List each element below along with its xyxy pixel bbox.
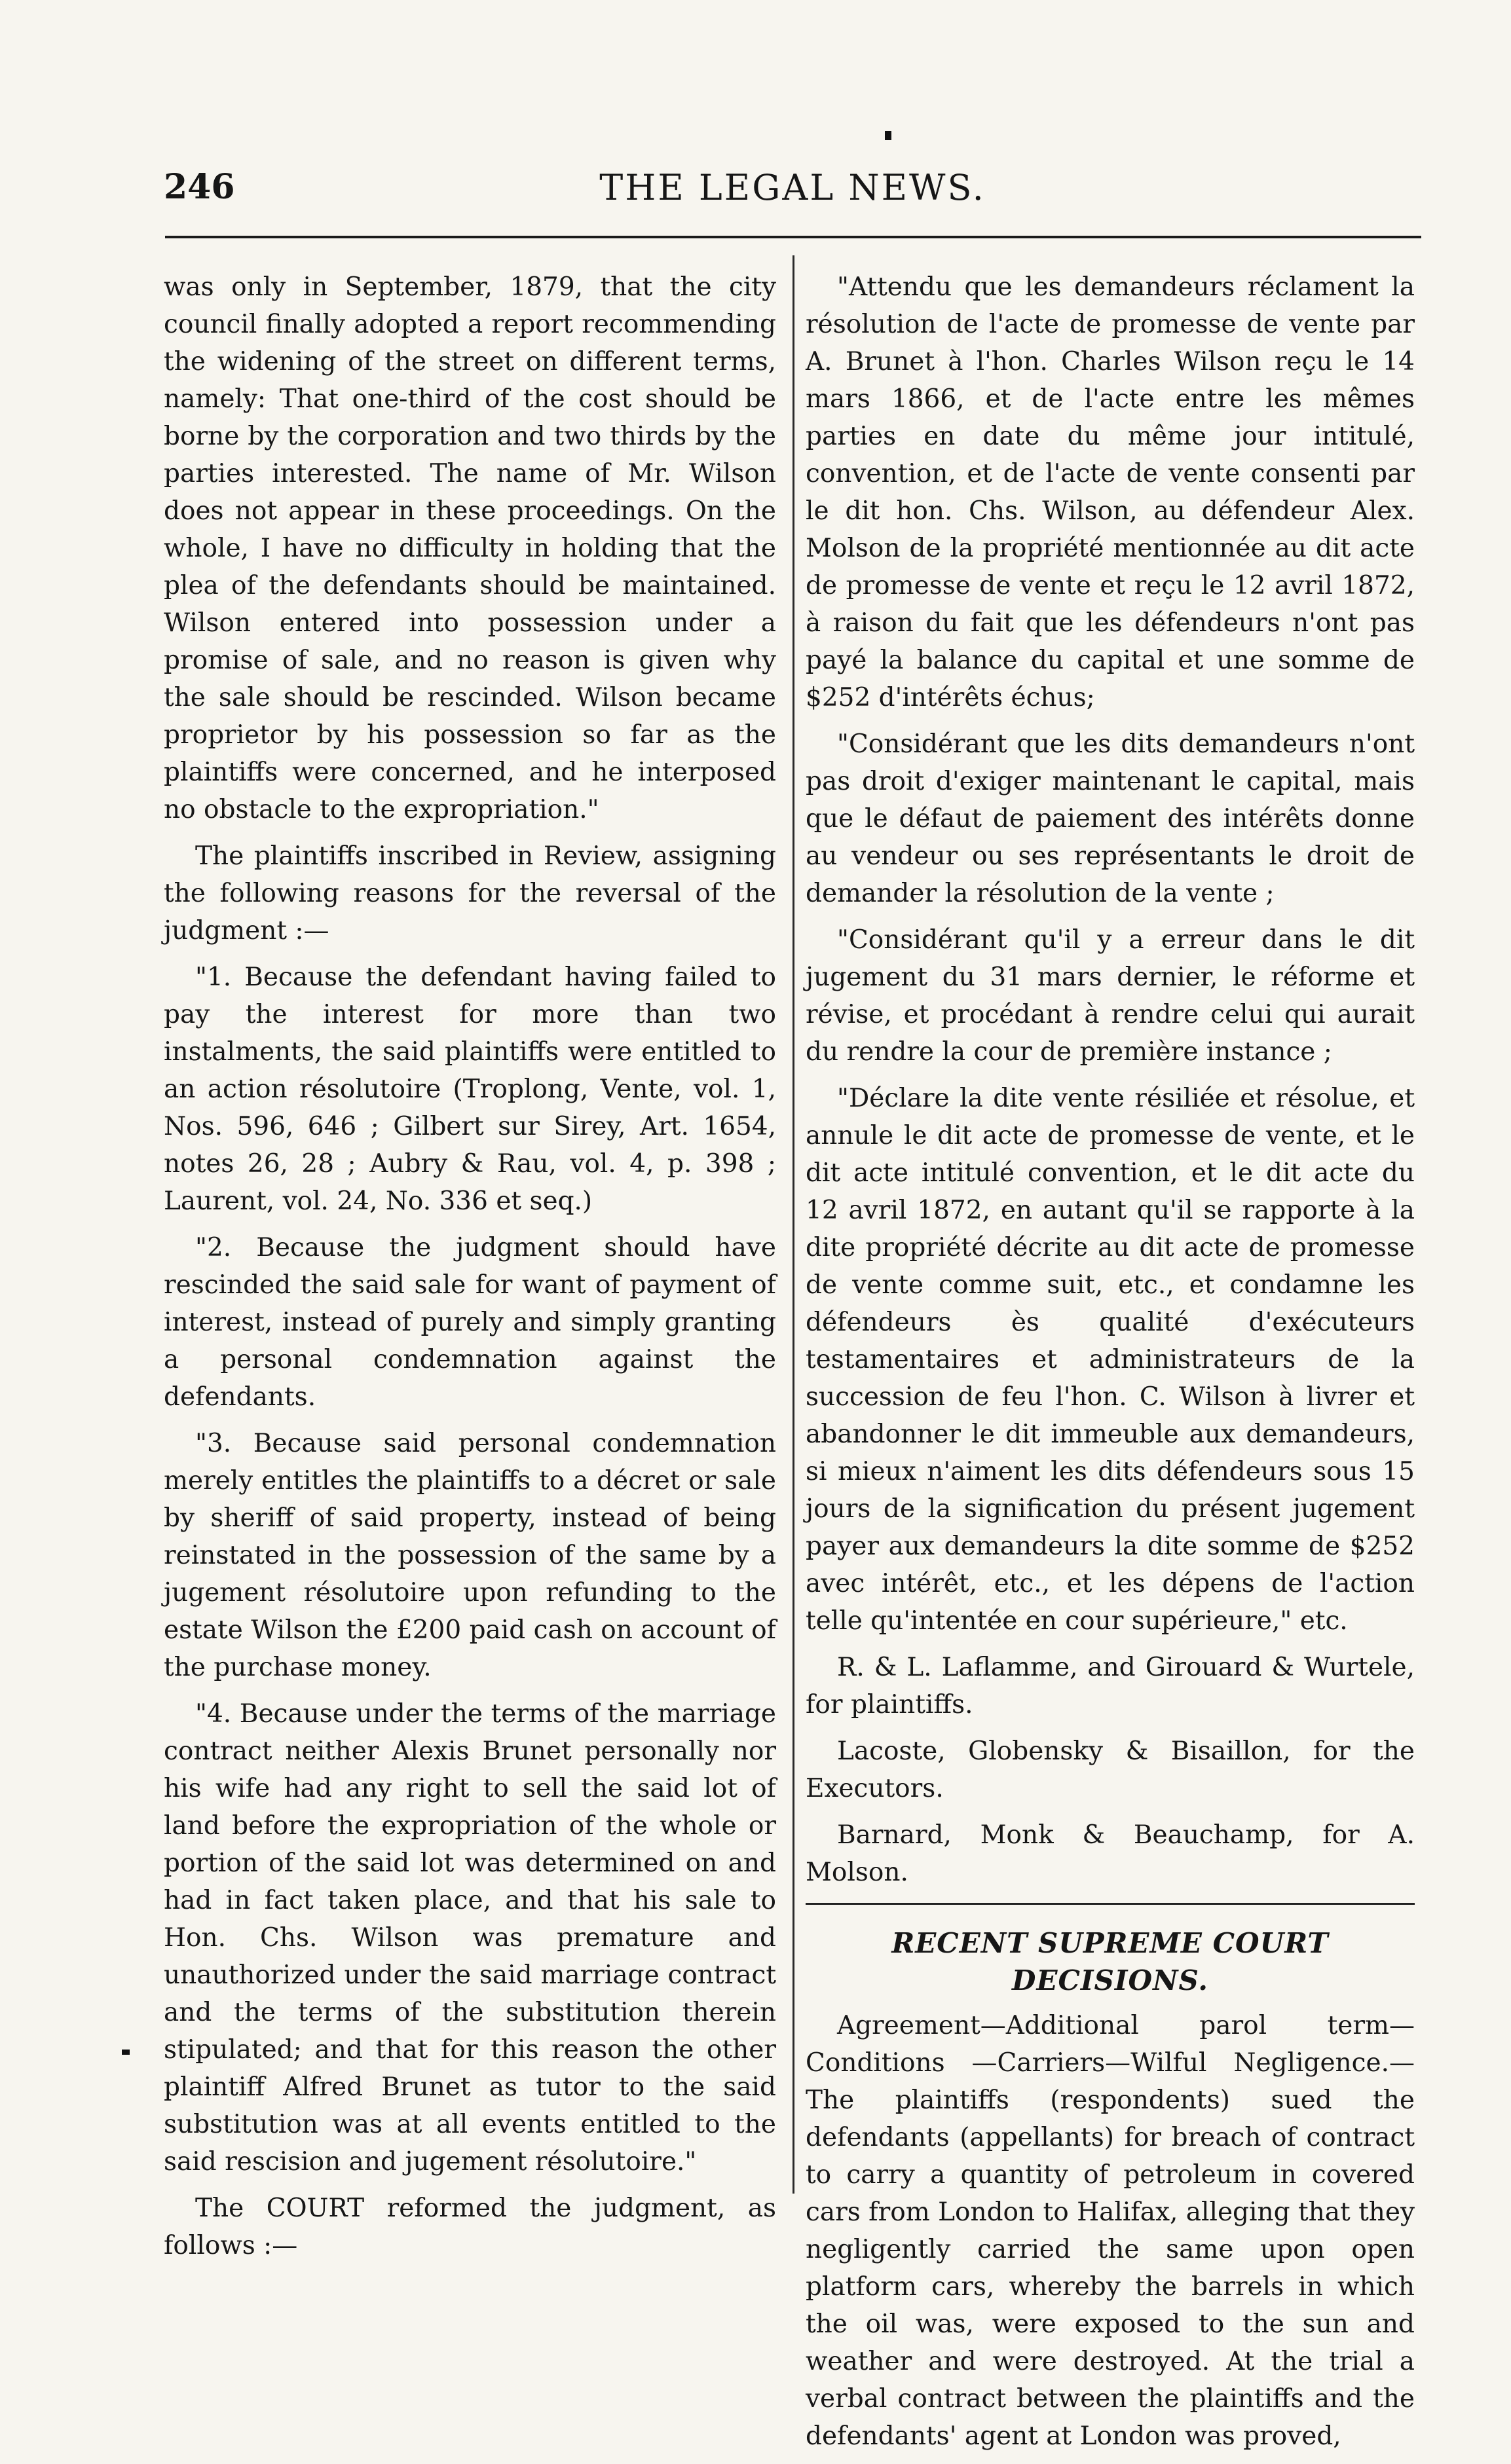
section-heading: RECENT SUPREME COURT DECISIONS. [891,1927,1329,1996]
paragraph: "4. Because under the terms of the marriage contract neither Alexis Brunet personally nor his wife had any right to sell the said lot of land before the expropriation of the whole or portion of the said lot was determined on and had in fact taken place, and that his sale to Hon. Chs. Wilson was premature and unauthorized under the said marriage contract and the terms of the substitution therein stipulated; and that for this reason the other plaintiff Alfred Brunet as tutor to the said substitution was at all events entitled to the said rescision and jugement résolutoire." [164,1699,776,2177]
paragraph: "3. Because said personal condemnation merely entitles the plaintiffs to a décret or sale by sheriff of said property, instead of being reinstated in the possession of the same by a jugement résolutoire upon refunding to the estate Wilson the £200 paid cash on account of the purchase money. [164,1429,776,1682]
column-divider [793,255,794,2194]
running-title: THE LEGAL NEWS. [599,167,986,208]
printing-speck [885,131,891,140]
paragraph: "1. Because the defendant having failed to pay the interest for more than two instalments, the said plaintiffs were entitled to an action résolutoire (Troplong, Vente, vol. 1, Nos. 596, 646 ; Gilbert sur Sirey, Art. 1654, notes 26, 28 ; Aubry & Rau, vol. 4, p. 398 ; Laurent, vol. 24, No. 336 et seq.) [164,963,776,1216]
counsel-line: Barnard, Monk & Beauchamp, for A. Molson. [806,1820,1415,1887]
right-column [806,268,1415,2464]
paragraph: "Déclare la dite vente résiliée et résolue, et annule le dit acte de promesse de vente, et le dit acte intitulé convention, et le dit acte du 12 avril 1872, en autant qu'il se rapporte à la dite propriété décrite au dit acte de promesse de vente comme suit, etc., et condamne les défendeurs ès qualité d'exécuteurs testamentaires et administrateurs de la succession de feu l'hon. C. Wilson à livrer et abandonner le dit immeuble aux demandeurs, si mieux n'aiment les dits défendeurs sous 15 jours de la signification du présent jugement payer aux demandeurs la dite somme de $252 avec intérêt, etc., et les dépens de l'action telle qu'intentée en cour supérieure," etc. [806,1084,1415,1636]
paragraph: "Considérant qu'il y a erreur dans le dit jugement du 31 mars dernier, le réforme et révise, et procédant à rendre celui qui aurait du rendre la cour de première instance ; [806,925,1415,1067]
left-column [164,268,776,2273]
paragraph: The COURT reformed the judgment, as follows :— [164,2194,776,2260]
section-rule [806,1903,1415,1905]
page-number: 246 [164,167,235,207]
paragraph: "Considérant que les dits demandeurs n'ont pas droit d'exiger maintenant le capital, mais que le défaut de paiement des intérêts donne au vendeur ou ses représentants le droit de demander la résolution de la vente ; [806,729,1415,908]
header-rule [165,236,1421,238]
paragraph: "Attendu que les demandeurs réclament la résolution de l'acte de promesse de vente par A. Brunet à l'hon. Charles Wilson reçu le 14 mars 1866, et de l'acte entre les mêmes parties en date du même jour intitulé, convention, et de l'acte de vente consenti par le dit hon. Chs. Wilson, au défendeur Alex. Molson de la propriété mentionnée au dit acte de promesse de vente et reçu le 12 avril 1872, à raison du fait que les défendeurs n'ont pas payé la balance du capital et une somme de $252 d'intérêts échus; [806,272,1415,712]
section-paragraph: Agreement—Additional parol term—Conditions —Carriers—Wilful Negligence.—The plaintiffs (respondents) sued the defendants (appellants) for breach of contract to carry a quantity of petroleum in covered cars from London to Halifax, alleging that they negligently carried the same upon open platform cars, whereby the barrels in which the oil was, were exposed to the sun and weather and were destroyed. At the trial a verbal contract between the plaintiffs and the defendants' agent at London was proved, [806,2011,1415,2451]
paragraph: was only in September, 1879, that the city council finally adopted a report recommending the widening of the street on different terms, namely: That one-third of the cost should be borne by the corporation and two thirds by the parties interested. The name of Mr. Wilson does not appear in these proceedings. On the whole, I have no difficulty in holding that the plea of the defendants should be maintained. Wilson entered into possession under a promise of sale, and no reason is given why the sale should be rescinded. Wilson became proprietor by his possession so far as the plaintiffs were concerned, and he interposed no obstacle to the expropriation." [164,272,776,824]
paragraph: "2. Because the judgment should have rescinded the said sale for want of payment of interest, instead of purely and simply granting a personal condemnation against the defendants. [164,1233,776,1412]
printing-speck [122,2050,130,2055]
counsel-line: R. & L. Laflamme, and Girouard & Wurtele, for plaintiffs. [806,1653,1415,1719]
paragraph: The plaintiffs inscribed in Review, assigning the following reasons for the reversal of the judgment :— [164,841,776,946]
page-header [164,167,1421,219]
counsel-line: Lacoste, Globensky & Bisaillon, for the Executors. [806,1737,1415,1803]
